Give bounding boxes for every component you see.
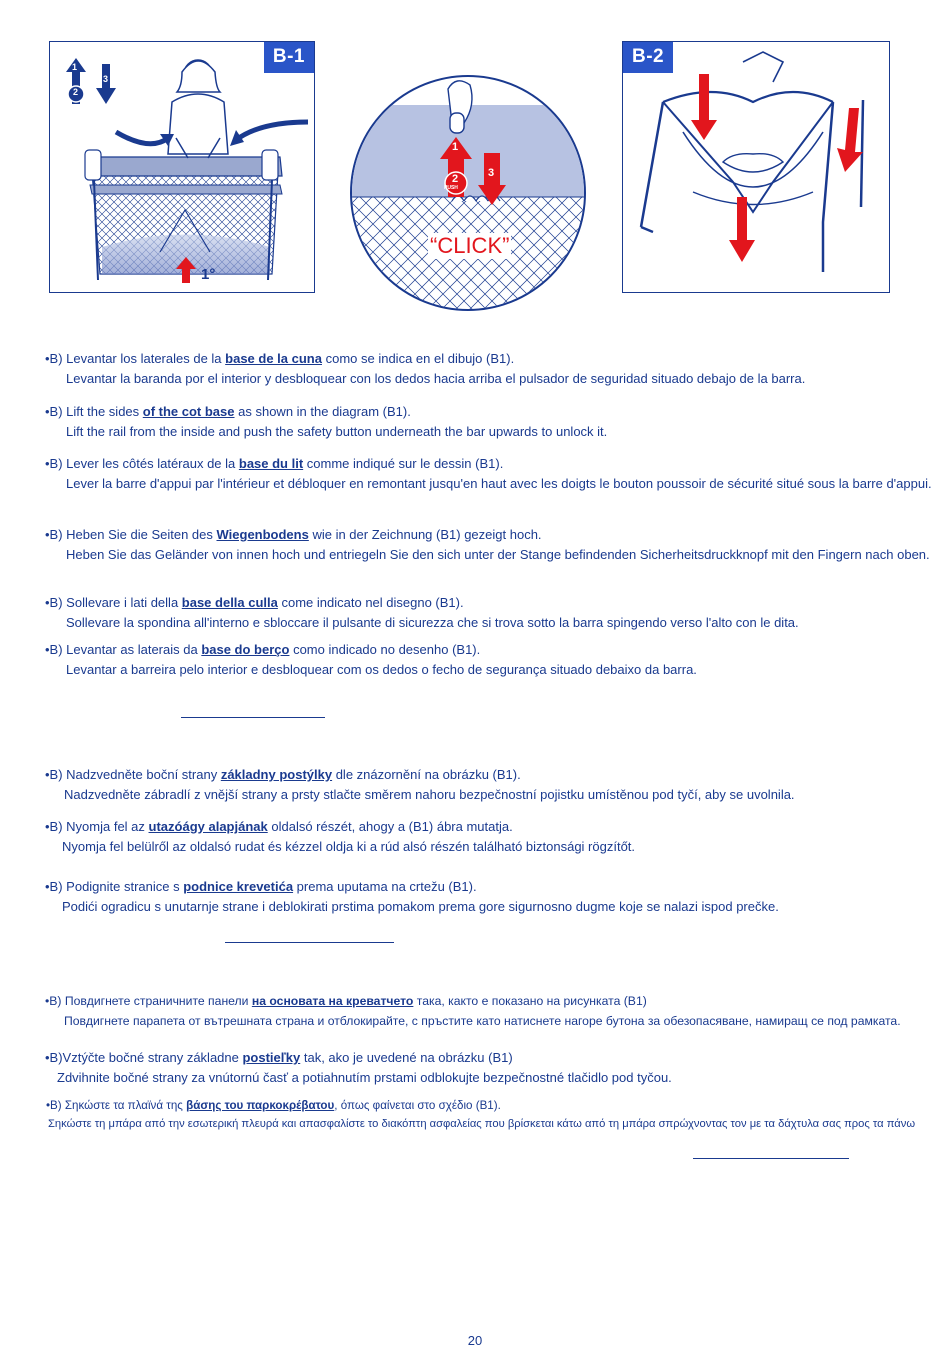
highlighted-term: postieľky [242, 1050, 301, 1065]
instruction-detail: Podići ogradicu s unutarnje strane i deblokirati prstima pomakom prema gore sigurnosno dugme koje se nalazi ispod prečke. [62, 899, 779, 914]
highlighted-term: на основата на креватчето [251, 994, 414, 1008]
highlighted-term: base de la cuna [225, 351, 322, 366]
highlighted-term: Wiegenbodens [216, 527, 309, 542]
highlighted-term: base do berço [201, 642, 290, 657]
zoom-step-1: 1 [452, 141, 459, 153]
instruction-detail: Levantar la baranda por el interior y desbloquear con los dedos hacia arriba el pulsador de seguridad situado debajo de la barra. [66, 371, 806, 386]
instruction-detail: Sollevare la spondina all'interno e sbloccare il pulsante di sicurezza che si trova sotto la barra spingendo verso l'alto con le dita. [66, 615, 799, 630]
figure-b2 [622, 41, 890, 293]
section-divider [693, 1158, 849, 1159]
highlighted-term: of the cot base [142, 404, 235, 419]
instruction-en: •B) Lift the sides of the cot base as shown in the diagram (B1). Lift the rail from the inside and push the safety button underneath the bar upwards to unlock it. [45, 402, 935, 442]
figure-b1 [49, 41, 315, 293]
highlighted-term: utazóágy alapjának [148, 819, 268, 834]
instruction-detail: Zdvihnite bočné strany za vnútornú časť a potiahnutím prstami odblokujte bezpečnostné tlačidlo pod tyčou. [57, 1070, 672, 1085]
instruction-hr: •B) Podignite stranice s podnice krevetića prema uputama na crtežu (B1). Podići ogradicu s unutarnje strane i deblokirati prstima pomakom prema gore sigurnosno dugme koje se nalazi ispod prečke. [45, 877, 935, 917]
step-1-label: 1 [72, 62, 78, 72]
instruction-detail: Lift the rail from the inside and push the safety button underneath the bar upwards to unlock it. [66, 424, 608, 439]
highlighted-term: základny postýlky [220, 767, 333, 782]
section-divider [181, 717, 325, 718]
figure-b1-label: B-1 [264, 42, 314, 73]
instruction-bg: •B) Повдигнете страничните панели на основата на креватчето така, както е показано на рисунката (B1) Повдигнете парапета от вътрешната страна и отблокирайте, с пръстите като натиснете нагоре бутона за обезопасяване, намиращ се под рамката. [45, 991, 935, 1031]
detail-zoom-circle [350, 75, 586, 311]
instruction-hu: •B) Nyomja fel az utazóágy alapjának oldalsó részét, ahogy a (B1) ábra mutatja. Nyomja fel belülről az oldalsó rudat és kézzel oldja ki a rúd alsó részén található biztonsági rögzítőt. [45, 817, 935, 857]
page-number: 20 [467, 1333, 483, 1348]
instruction-detail: Heben Sie das Geländer von innen hoch und entriegeln Sie den sich unter der Stange befindenden Sicherheitsdruckknopf mit den Fingern nach oben. [66, 547, 930, 562]
instruction-detail: Lever la barre d'appui par l'intérieur et débloquer en remontant jusqu'en haut avec les doigts le bouton poussoir de sécurité situé sous la barre d'appui. [66, 476, 932, 491]
section-divider [225, 942, 394, 943]
highlighted-term: base della culla [181, 595, 278, 610]
highlighted-term: podnice krevetića [183, 879, 294, 894]
highlighted-term: base du lit [238, 456, 304, 471]
zoom-step-2: 2 [452, 173, 459, 185]
instruction-fr: •B) Lever les côtés latéraux de la base du lit comme indiqué sur le dessin (B1). Lever la barre d'appui par l'intérieur et débloquer en remontant jusqu'en haut avec les doigts le bouton poussoir de sécurité situé sous la barre d'appui. [45, 454, 935, 494]
folding-playpen-illustration [623, 42, 889, 292]
zoom-push-label: PUSH [444, 185, 458, 191]
click-sound-label: “CLICK” [430, 233, 510, 258]
figure-b2-label: B-2 [623, 42, 673, 73]
step-3-label: 3 [103, 74, 109, 84]
instruction-pt: •B) Levantar as laterais da base do berço como indicado no desenho (B1). Levantar a barreira pelo interior e desbloquear com os dedos o fecho de segurança situado debaixo da barra. [45, 640, 935, 680]
zoom-step-3: 3 [488, 167, 495, 179]
highlighted-term: βάσης του παρκοκρέβατου [186, 1099, 335, 1112]
instruction-cs: •B) Nadzvedněte boční strany základny postýlky dle znázornění na obrázku (B1). Nadzvedněte zábradlí z vnější strany a prsty stlačte směrem nahoru bezpečnostní pojistku umístěnou pod tyčí, aby se uvolnila. [45, 765, 935, 805]
first-step-label: 1° [201, 266, 216, 283]
first-step-marker [174, 255, 234, 287]
instruction-detail: Nadzvedněte zábradlí z vnější strany a prsty stlačte směrem nahoru bezpečnostní pojistku umístěnou pod tyčí, aby se uvolnila. [64, 787, 795, 802]
instruction-detail: Σηκώστε τη μπάρα από την εσωτερική πλευρά και απασφαλίστε το διακόπτη ασφαλείας που βρίσκεται κάτω από τη μπάρα σπρώχνοντας τον με τα δάχτυλα σας προς τα πάνω [48, 1118, 916, 1130]
instruction-detail: Повдигнете парапета от вътрешната страна и отблокирайте, с пръстите като натиснете нагоре бутона за обезопасяване, намиращ се под рамката. [64, 1014, 901, 1028]
push-sequence-icon [62, 56, 120, 108]
instruction-es: •B) Levantar los laterales de la base de la cuna como se indica en el dibujo (B1). Levantar la baranda por el interior y desbloquear con los dedos hacia arriba el pulsador de seguridad situado debajo de la barra. [45, 349, 935, 389]
instruction-detail: Levantar a barreira pelo interior e desbloquear com os dedos o fecho de segurança situado debaixo da barra. [66, 662, 697, 677]
instruction-it: •B) Sollevare i lati della base della culla come indicato nel disegno (B1). Sollevare la spondina all'interno e sbloccare il pulsante di sicurezza che si trova sotto la barra spingendo verso l'alto con le dita. [45, 593, 935, 633]
instruction-detail: Nyomja fel belülről az oldalsó rudat és kézzel oldja ki a rúd alsó részén található biztonsági rögzítőt. [62, 839, 636, 854]
instruction-el: •B) Σηκώστε τα πλαϊνά της βάσης του παρκοκρέβατου, όπως φαίνεται στο σχέδιο (B1). Σηκώστε τη μπάρα από την εσωτερική πλευρά και απασφαλίστε το διακόπτη ασφαλείας που βρίσκεται κάτω από τη μπάρα σπρώχνοντας τον με τα δάχτυλα σας προς τα πάνω [46, 1096, 944, 1134]
instruction-sk: •B)Vztýčte bočné strany základne postieľky tak, ako je uvedené na obrázku (B1) Zdvihnite bočné strany za vnútornú časť a potiahnutím prstami odblokujte bezpečnostné tlačidlo pod tyčou. [45, 1048, 935, 1088]
step-2-label: 2 [73, 87, 79, 97]
instruction-de: •B) Heben Sie die Seiten des Wiegenbodens wie in der Zeichnung (B1) gezeigt hoch. Heben Sie das Geländer von innen hoch und entriegeln Sie den sich unter der Stange befindenden Sicherheitsdruckknopf mit den Fingern nach oben. [45, 525, 935, 565]
